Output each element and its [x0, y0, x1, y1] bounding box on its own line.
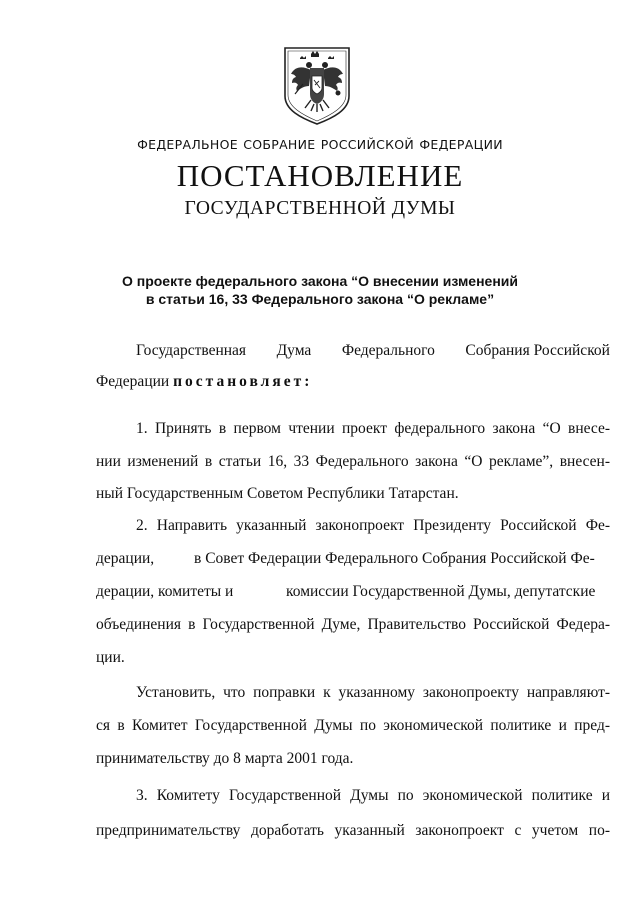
item-3-line-2: предпринимательству доработать указанный законопроект с учетом по- — [96, 822, 610, 839]
preamble-word-1: Государственная — [136, 342, 247, 359]
item-2-line-2 — [96, 549, 610, 569]
item-2-line-3-end: комиссии Государственной Думы, депутатские — [286, 583, 596, 600]
item-2-line-3-start: дерации, комитеты и — [96, 583, 234, 600]
amendments-line-3: принимательству до 8 марта 2001 года. — [96, 750, 354, 767]
item-2-line-2-start: дерации, — [96, 550, 155, 567]
preamble-line-1 — [136, 341, 610, 361]
preamble-word-2: Дума — [276, 342, 312, 359]
item-1-line-1: 1. Принять в первом чтении проект федерального закона “О внесе- — [136, 420, 610, 437]
item-2-line-3 — [96, 582, 610, 602]
item-2-line-2-end: в Совет Федерации Федерального Собрания Российской Фе- — [194, 550, 595, 567]
preamble-line-2 — [96, 372, 610, 392]
item-3-line-1: 3. Комитету Государственной Думы по экономической политике и — [136, 787, 610, 804]
subject-line-1: О проекте федерального закона “О внесении изменений — [121, 273, 519, 289]
issuer-title: ГОСУДАРСТВЕННОЙ ДУМЫ — [184, 198, 456, 219]
organization-title: ФЕДЕРАЛЬНОЕ СОБРАНИЕ РОССИЙСКОЙ ФЕДЕРАЦИИ — [137, 137, 503, 152]
item-2-line-4: объединения в Государственной Думе, Правительство Российской Федера- — [96, 616, 610, 633]
item-1-line-2: нии изменений в статьи 16, 33 Федерального закона “О рекламе”, внесен- — [96, 453, 610, 470]
subject-line-2: в статьи 16, 33 Федерального закона “О рекламе” — [145, 291, 495, 307]
preamble-word-3: Федерального — [341, 342, 435, 359]
amendments-line-1: Установить, что поправки к указанному законопроекту направляют- — [136, 684, 610, 701]
coat-of-arms-icon — [281, 44, 353, 128]
item-1-line-3: ный Государственным Советом Республики Татарстан. — [96, 485, 459, 502]
preamble-word-4: Собрания Российской — [465, 342, 610, 359]
document-type-title: ПОСТАНОВЛЕНИЕ — [176, 158, 464, 193]
preamble-resolves: постановляет: — [173, 373, 313, 390]
item-2-line-1: 2. Направить указанный законопроект Президенту Российской Фе- — [136, 517, 610, 534]
amendments-line-2: ся в Комитет Государственной Думы по экономической политике и пред- — [96, 717, 610, 734]
preamble-federation: Федерации — [96, 373, 170, 390]
document-subject — [0, 272, 640, 308]
item-2-line-5: ции. — [96, 649, 125, 666]
